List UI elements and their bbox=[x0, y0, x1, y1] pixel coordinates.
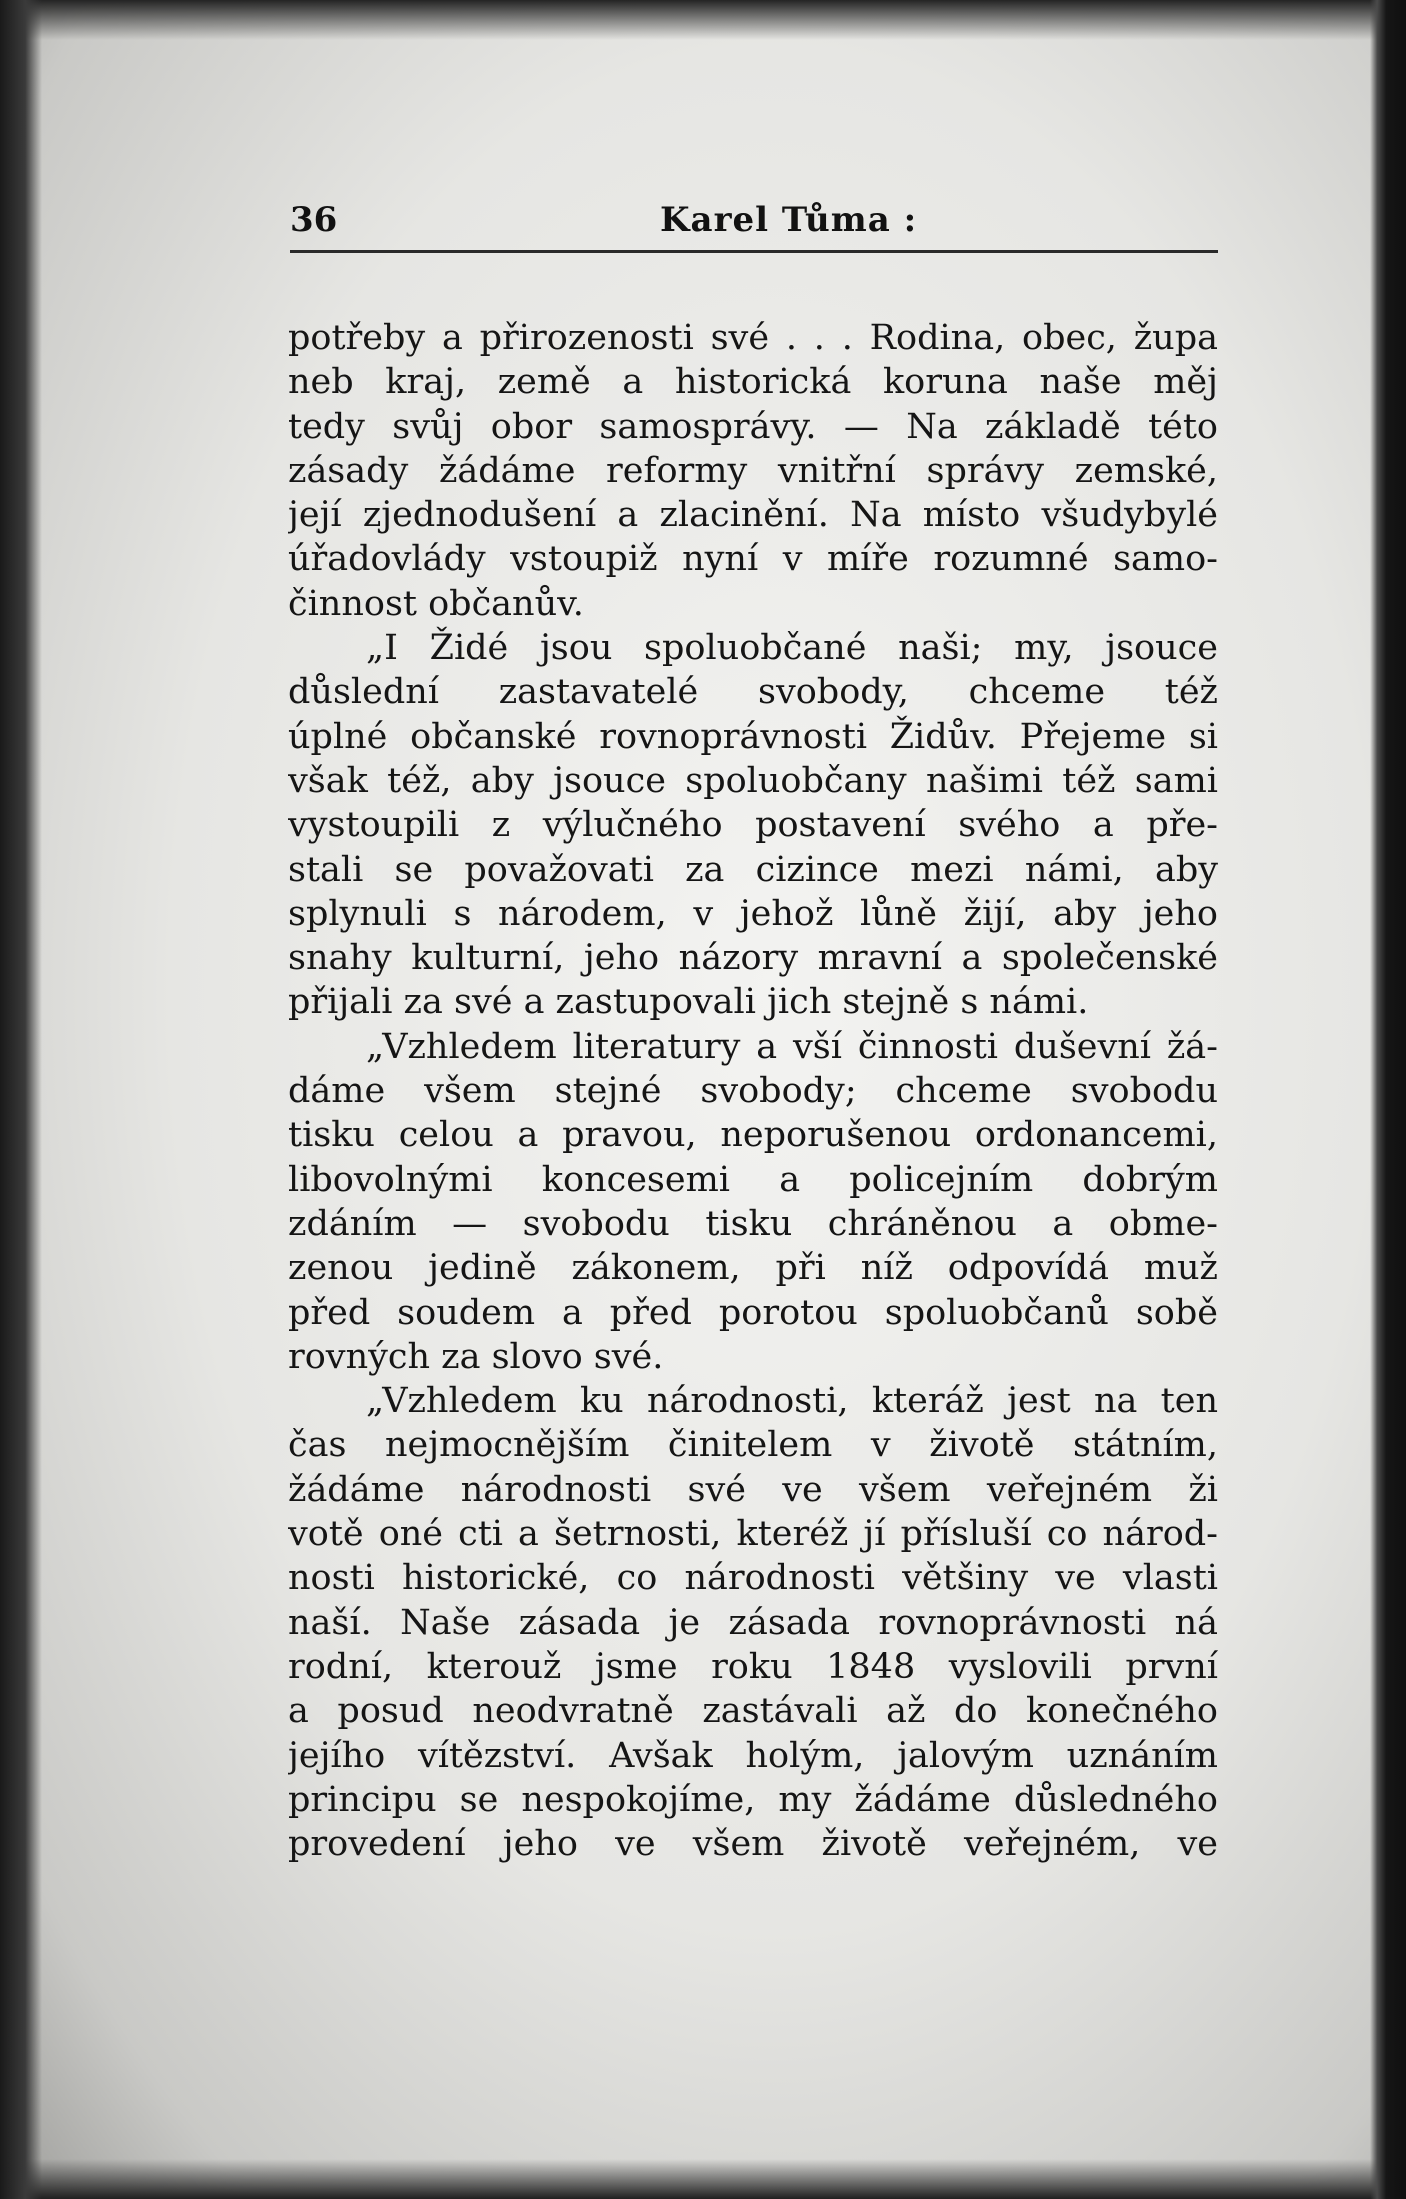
page-number: 36 bbox=[290, 200, 338, 240]
text-line: snahy kulturní, jeho názory mravní a společenské bbox=[288, 938, 1218, 979]
text-line: dáme všem stejné svobody; chceme svobodu bbox=[288, 1071, 1218, 1112]
scan-border-top bbox=[0, 0, 1406, 40]
text-line: zenou jedině zákonem, při níž odpovídá muž bbox=[288, 1248, 1218, 1289]
text-line: však též, aby jsouce spoluobčany našimi též sami bbox=[288, 760, 1218, 801]
page-header bbox=[290, 200, 1218, 252]
paragraph-start: „I Židé jsou spoluobčané naši; my, jsouce bbox=[366, 628, 1218, 669]
paragraph-start: „Vzhledem literatury a vší činnosti duševní žá- bbox=[366, 1026, 1218, 1067]
scan-border-left bbox=[0, 0, 42, 2199]
text-line: nosti historické, co národnosti většiny ve vlasti bbox=[288, 1558, 1218, 1599]
text-line: přijali za své a zastupovali jich stejně s námi. bbox=[288, 982, 1089, 1023]
body-text bbox=[288, 316, 1218, 1866]
text-line: úřadovlády vstoupiž nyní v míře rozumné samo- bbox=[288, 539, 1218, 580]
text-line: zásady žádáme reformy vnitřní správy zemské, bbox=[288, 450, 1218, 491]
text-line: čas nejmocnějším činitelem v životě státním, bbox=[288, 1425, 1218, 1466]
text-line: neb kraj, země a historická koruna naše měj bbox=[288, 362, 1218, 403]
text-line: principu se nespokojíme, my žádáme důsledného bbox=[288, 1779, 1218, 1820]
text-line: libovolnými koncesemi a policejním dobrým bbox=[288, 1159, 1218, 1200]
text-line: stali se považovati za cizince mezi námi, aby bbox=[288, 849, 1218, 890]
text-line: úplné občanské rovnoprávnosti Židův. Přejeme si bbox=[288, 716, 1218, 757]
text-line: splynuli s národem, v jehož lůně žijí, aby jeho bbox=[288, 893, 1218, 934]
text-line: naší. Naše zásada je zásada rovnoprávnosti ná bbox=[288, 1602, 1218, 1643]
scan-border-right bbox=[1370, 0, 1406, 2199]
paragraph-start: „Vzhledem ku národnosti, kteráž jest na ten bbox=[366, 1381, 1218, 1422]
text-line: votě oné cti a šetrnosti, kteréž jí přísluší co národ- bbox=[288, 1514, 1218, 1555]
text-line: provedení jeho ve všem životě veřejném, ve bbox=[288, 1824, 1218, 1865]
text-line: vystoupili z výlučného postavení svého a pře- bbox=[288, 805, 1218, 846]
header-rule bbox=[290, 250, 1218, 253]
text-line: jejího vítězství. Avšak holým, jalovým uznáním bbox=[288, 1735, 1218, 1776]
scan-border-bottom bbox=[0, 2159, 1406, 2199]
text-line: důslední zastavatelé svobody, chceme též bbox=[288, 672, 1218, 713]
text-line: tedy svůj obor samosprávy. — Na základě této bbox=[288, 406, 1218, 447]
text-line: před soudem a před porotou spoluobčanů sobě bbox=[288, 1292, 1218, 1333]
text-line: rovných za slovo své. bbox=[288, 1336, 664, 1377]
text-line: žádáme národnosti své ve všem veřejném ži bbox=[288, 1469, 1218, 1510]
text-line: činnost občanův. bbox=[288, 583, 584, 624]
running-head: Karel Tůma : bbox=[660, 200, 918, 240]
text-line: a posud neodvratně zastávali až do konečného bbox=[288, 1691, 1218, 1732]
text-line: její zjednodušení a zlacinění. Na místo všudybylé bbox=[288, 495, 1218, 536]
text-line: zdáním — svobodu tisku chráněnou a obme- bbox=[288, 1203, 1218, 1244]
text-line: rodní, kterouž jsme roku 1848 vyslovili první bbox=[288, 1646, 1218, 1687]
text-line: tisku celou a pravou, neporušenou ordonancemi, bbox=[288, 1115, 1218, 1156]
text-line: potřeby a přirozenosti své . . . Rodina, obec, župa bbox=[288, 318, 1218, 358]
